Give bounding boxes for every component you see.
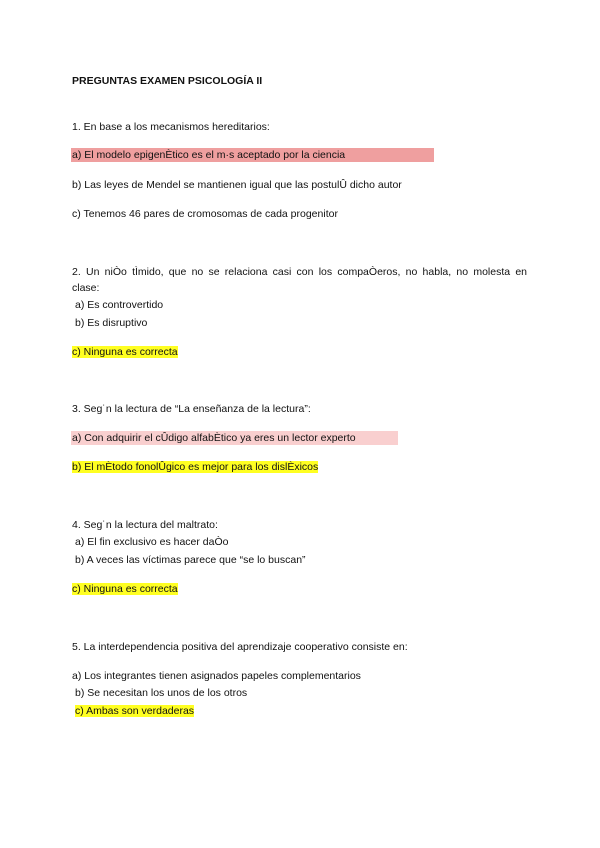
question-4-option-b: b) A veces las víctimas parece que “se lo buscan” [75,554,306,566]
question-2-option-a: a) Es controvertido [75,299,164,311]
question-2-prompt-line-1: 2. Un niÒo tÌmido, que no se relaciona casi con los compaÒeros, no habla, no molesta en [72,266,527,278]
question-2-option-b: b) Es disruptivo [75,317,148,329]
question-3-option-a-highlighted: a) Con adquirir el cÛdigo alfabÈtico ya eres un lector experto [71,431,398,445]
question-1-option-a-highlighted: a) El modelo epigenÈtico es el m·s aceptado por la ciencia [71,148,434,162]
question-4-prompt: 4. Seg˙n la lectura del maltrato: [72,519,218,531]
question-2-option-c-highlighted: c) Ninguna es correcta [72,346,178,358]
question-3-prompt: 3. Seg˙n la lectura de “La enseñanza de la lectura”: [72,403,311,415]
question-4-option-c-highlighted: c) Ninguna es correcta [72,583,178,595]
question-1-prompt: 1. En base a los mecanismos hereditarios: [72,121,270,133]
question-1-option-b: b) Las leyes de Mendel se mantienen igual que las postulÛ dicho autor [72,179,402,191]
question-2-prompt-line-2: clase: [72,282,100,294]
document-title: PREGUNTAS EXAMEN PSICOLOGÍA II [72,75,263,87]
question-4-option-a: a) El fin exclusivo es hacer daÒo [75,536,229,548]
question-5-option-c-highlighted: c) Ambas son verdaderas [75,705,195,717]
question-1-option-c: c) Tenemos 46 pares de cromosomas de cada progenitor [72,208,338,220]
question-5-prompt: 5. La interdependencia positiva del aprendizaje cooperativo consiste en: [72,641,408,653]
question-5-option-a: a) Los integrantes tienen asignados papeles complementarios [72,670,361,682]
question-3-option-b-highlighted: b) El mÈtodo fonolÛgico es mejor para los dislÈxicos [72,461,319,473]
question-5-option-b: b) Se necesitan los unos de los otros [75,687,248,699]
